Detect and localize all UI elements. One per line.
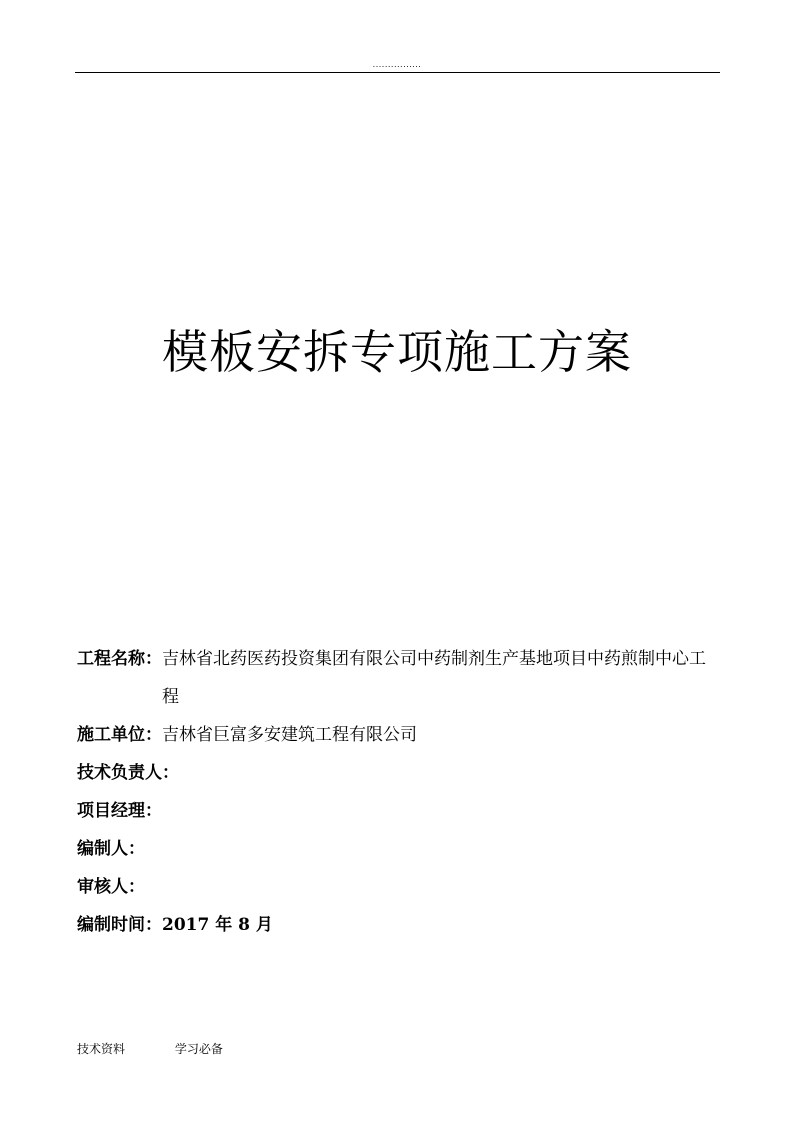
technical-lead-label: 技术负责人： xyxy=(77,763,179,783)
project-name-value: 吉林省北药医药投资集团有限公司中药制剂生产基地项目中药煎制中心工程 xyxy=(162,649,706,707)
document-title: 模板安拆专项施工方案 xyxy=(162,325,632,379)
construction-unit-value: 吉林省巨富多安建筑工程有限公司 xyxy=(162,725,417,745)
reviewer-label: 审核人： xyxy=(77,877,145,897)
project-info-block xyxy=(77,640,727,944)
construction-unit-label: 施工单位： xyxy=(77,725,162,745)
page-footer xyxy=(77,1041,223,1057)
footer-left-text: 技术资料 xyxy=(77,1042,126,1056)
project-manager-row xyxy=(77,792,727,830)
project-manager-label: 项目经理： xyxy=(77,801,162,821)
header-dots: ................ xyxy=(372,60,422,69)
compile-time-label: 编制时间： xyxy=(77,915,162,935)
footer-right-text: 学习必备 xyxy=(174,1042,223,1056)
reviewer-row xyxy=(77,868,727,906)
compiler-label: 编制人： xyxy=(77,839,145,859)
technical-lead-row xyxy=(77,754,727,792)
project-name-row xyxy=(77,640,727,716)
project-name-label: 工程名称： xyxy=(77,649,162,669)
construction-unit-row xyxy=(77,716,727,754)
compile-time-row xyxy=(77,906,727,944)
header-rule xyxy=(75,72,720,73)
compiler-row xyxy=(77,830,727,868)
compile-time-value: 2017 年 8 月 xyxy=(162,915,273,935)
